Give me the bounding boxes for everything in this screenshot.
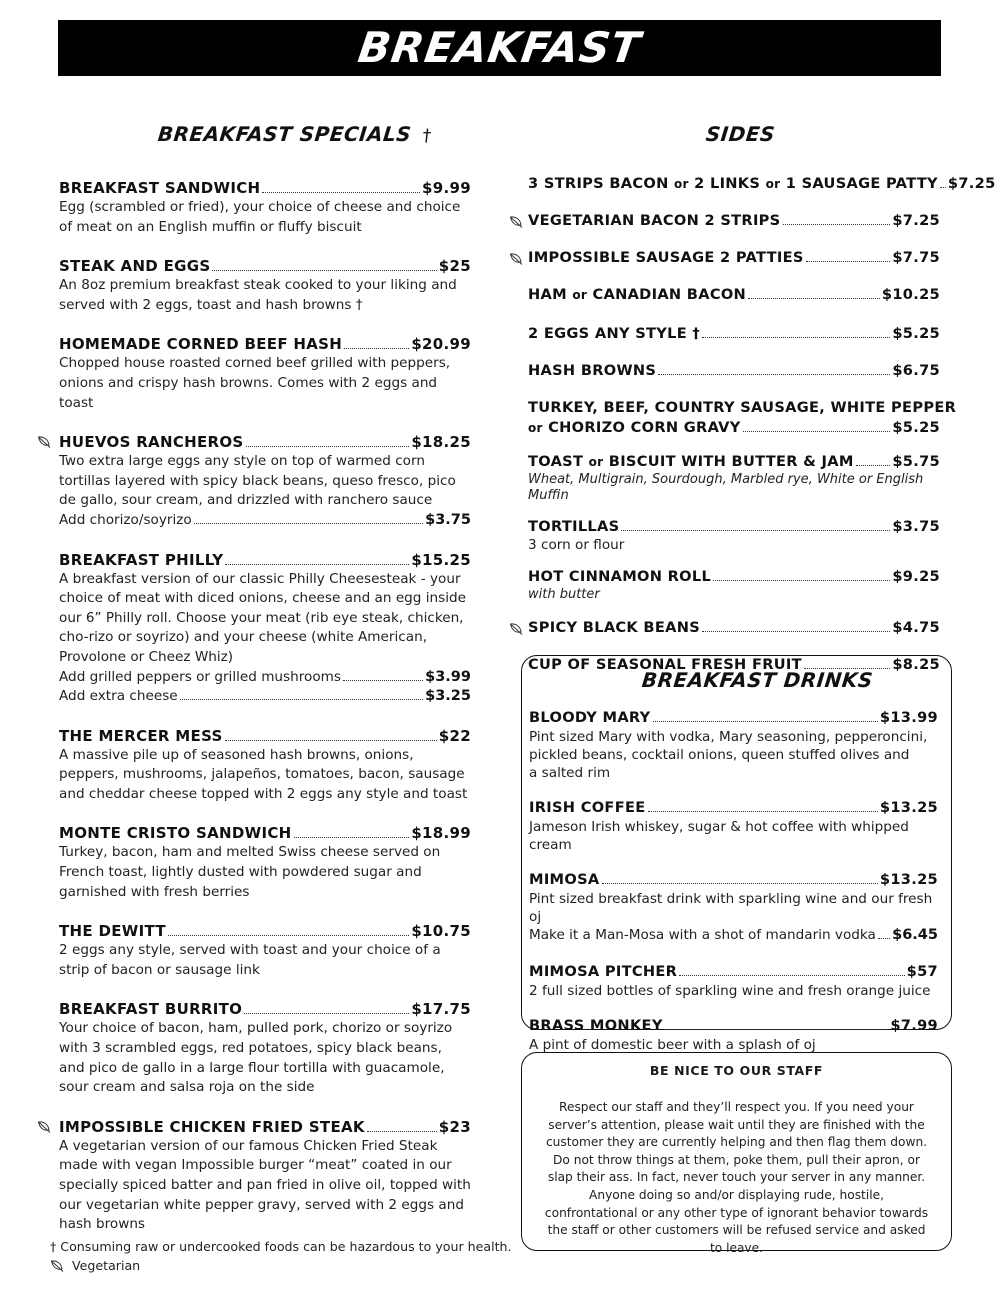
side-name-part: 2 LINKS bbox=[688, 175, 766, 192]
side-name-part: TOAST bbox=[528, 453, 589, 470]
staff-notice-text: Respect our staff and they’ll respect you. If you need your server’s attention, please wait until they are finished with the customer they are currently helping and then flag them down. Do not throw things at them, poke them, pull their apron, or slap their ass. In fact, never touch your server in any manner. Anyone doing so and/or displaying rude, hostile, confrontational or any other type of ignorant behavior towards the staff or other customers will be refused service and asked to leave. bbox=[544, 1100, 929, 1255]
special-name-line bbox=[59, 256, 471, 276]
special-name-line bbox=[59, 334, 471, 354]
special-item bbox=[59, 256, 471, 315]
side-name-part: or bbox=[588, 455, 604, 469]
special-item bbox=[59, 550, 471, 707]
specials-heading bbox=[157, 122, 433, 146]
side-price: $4.75 bbox=[892, 619, 940, 636]
drinks-heading: BREAKFAST DRINKS bbox=[640, 668, 875, 692]
side-name bbox=[528, 324, 700, 344]
dot-leader bbox=[602, 883, 878, 884]
special-price: $23 bbox=[438, 1117, 471, 1136]
side-name-part: HOT CINNAMON ROLL bbox=[528, 568, 712, 585]
dot-leader bbox=[702, 631, 890, 632]
drink-name: IRISH COFFEE bbox=[529, 799, 646, 816]
side-price: $9.25 bbox=[892, 568, 940, 585]
leaf-icon bbox=[37, 1120, 51, 1134]
side-name-line-1 bbox=[528, 398, 957, 418]
side-name bbox=[528, 361, 656, 381]
drink-price: $7.99 bbox=[890, 1016, 938, 1034]
side-name-line bbox=[528, 174, 996, 194]
drink-price: $13.25 bbox=[879, 799, 938, 816]
drink-price: $13.25 bbox=[879, 871, 938, 888]
side-name-part: SPICY BLACK BEANS bbox=[528, 619, 701, 636]
special-name-line bbox=[59, 432, 471, 452]
drink-item bbox=[529, 708, 938, 782]
side-item bbox=[528, 517, 940, 554]
dot-leader bbox=[648, 811, 878, 812]
drink-description: pickled beans, cocktail onions, queen stuffed olives and bbox=[529, 747, 910, 763]
dot-leader bbox=[367, 1131, 437, 1132]
special-name-line bbox=[59, 999, 471, 1019]
side-note: with butter bbox=[528, 587, 600, 602]
side-name-part: HAM bbox=[528, 286, 573, 303]
dot-leader bbox=[225, 740, 437, 741]
special-price: $9.99 bbox=[422, 179, 471, 197]
special-name-line bbox=[59, 178, 471, 198]
side-note: 3 corn or flour bbox=[528, 537, 625, 553]
side-item bbox=[528, 248, 940, 268]
side-name-line bbox=[528, 248, 940, 268]
drink-name: BRASS MONKEY bbox=[529, 1016, 663, 1034]
special-description: A breakfast version of our classic Philly Cheesesteak - your choice of meat with diced onions, cheese and an egg inside our 6” Philly roll. Choose your meat (rib eye steak, chicken, cho-rizo or soyrizo) and your cheese (white American, Provolone or Cheez Whiz) bbox=[59, 570, 467, 665]
side-item bbox=[528, 452, 940, 504]
side-item bbox=[528, 324, 940, 344]
special-description: Egg (scrambled or fried), your choice of cheese and choice of meat on an English muffin or fluffy biscuit bbox=[59, 199, 461, 235]
side-name-part: or bbox=[528, 421, 543, 435]
special-item bbox=[59, 178, 471, 237]
dot-leader bbox=[194, 523, 423, 524]
side-price: $5.25 bbox=[892, 325, 940, 342]
drink-description: Pint sized Mary with vodka, Mary seasoning, pepperoncini, bbox=[529, 729, 928, 745]
addon-label: Add chorizo/soyrizo bbox=[59, 511, 192, 528]
side-price: $3.75 bbox=[892, 518, 940, 535]
side-name-line bbox=[528, 324, 940, 344]
special-name: BREAKFAST BURRITO bbox=[59, 1000, 243, 1019]
side-name bbox=[528, 517, 619, 537]
drink-description: 2 full sized bottles of sparkling wine and fresh orange juice bbox=[529, 982, 931, 999]
special-price: $22 bbox=[438, 726, 471, 745]
special-name: STEAK AND EGGS bbox=[59, 257, 211, 276]
side-name-line bbox=[528, 618, 940, 638]
side-name-line bbox=[528, 285, 940, 305]
special-name-line bbox=[59, 823, 471, 843]
dot-leader bbox=[344, 348, 409, 349]
addon-price: $3.75 bbox=[425, 511, 471, 528]
side-name bbox=[528, 248, 804, 268]
dot-leader bbox=[244, 1013, 409, 1014]
side-name-part: CHORIZO CORN GRAVY bbox=[542, 419, 741, 436]
drink-description: Jameson Irish whiskey, sugar & hot coffee with whipped cream bbox=[529, 819, 909, 853]
side-name-part: or bbox=[572, 288, 588, 302]
special-price: $15.25 bbox=[411, 550, 471, 569]
drink-item bbox=[529, 962, 938, 1000]
side-name-part: or bbox=[673, 177, 689, 191]
side-item bbox=[528, 285, 940, 305]
side-note: Wheat, Multigrain, Sourdough, Marbled rye, White or English Muffin bbox=[528, 472, 924, 503]
drink-item bbox=[529, 1016, 938, 1054]
special-name-line bbox=[59, 1117, 471, 1137]
dot-leader bbox=[212, 270, 436, 271]
specials-heading-mark: † bbox=[421, 126, 433, 146]
special-addon bbox=[59, 668, 471, 688]
staff-notice-title: BE NICE TO OUR STAFF bbox=[649, 1063, 824, 1078]
special-item bbox=[59, 1117, 471, 1235]
drinks-list bbox=[529, 708, 938, 1070]
side-name-part: or bbox=[765, 177, 781, 191]
side-price: $5.25 bbox=[892, 419, 940, 436]
drinks-box bbox=[521, 655, 952, 1053]
special-name-line bbox=[59, 550, 471, 570]
dot-leader bbox=[748, 298, 880, 299]
drink-item bbox=[529, 870, 938, 946]
drink-name: MIMOSA bbox=[529, 871, 600, 888]
dot-leader bbox=[658, 374, 890, 375]
side-name-line bbox=[528, 211, 940, 231]
dot-leader bbox=[246, 446, 410, 447]
drink-price: $13.99 bbox=[879, 709, 938, 726]
side-name bbox=[528, 618, 700, 638]
dot-leader bbox=[806, 261, 891, 262]
dot-leader bbox=[343, 680, 423, 681]
side-name bbox=[528, 452, 854, 472]
side-price: $5.75 bbox=[892, 453, 940, 470]
side-name bbox=[528, 567, 711, 587]
page-title: BREAKFAST bbox=[355, 23, 644, 72]
dot-leader bbox=[653, 721, 878, 722]
drink-name-line bbox=[529, 708, 938, 728]
special-description: 2 eggs any style, served with toast and your choice of a strip of bacon or sausage link bbox=[59, 942, 441, 978]
leaf-icon bbox=[50, 1259, 64, 1273]
special-name-line bbox=[59, 921, 471, 941]
special-price: $10.75 bbox=[411, 922, 471, 941]
sides-heading: SIDES bbox=[704, 122, 777, 146]
dot-leader bbox=[679, 975, 904, 976]
side-name bbox=[528, 418, 741, 438]
special-name: BREAKFAST SANDWICH bbox=[59, 179, 261, 197]
leaf-icon bbox=[509, 252, 523, 266]
special-item bbox=[59, 999, 471, 1097]
dot-leader bbox=[180, 699, 423, 700]
side-item bbox=[528, 174, 996, 194]
side-item bbox=[528, 211, 940, 231]
side-name-part: BISCUIT WITH BUTTER & JAM bbox=[603, 453, 854, 470]
side-name bbox=[528, 211, 781, 231]
drink-name: MIMOSA PITCHER bbox=[529, 962, 678, 980]
dot-leader bbox=[940, 187, 946, 188]
special-price: $20.99 bbox=[411, 335, 471, 354]
side-name-part: IMPOSSIBLE SAUSAGE 2 PATTIES bbox=[528, 249, 804, 266]
dot-leader bbox=[743, 431, 891, 432]
side-item bbox=[528, 567, 940, 603]
drink-name-line bbox=[529, 962, 938, 982]
special-addon bbox=[59, 687, 471, 707]
dot-leader bbox=[168, 935, 409, 936]
special-description: A massive pile up of seasoned hash browns, onions, peppers, mushrooms, jalapeños, tomatoes, bacon, sausage and cheddar cheese topped with 2 eggs any style and toast bbox=[59, 746, 468, 802]
special-item bbox=[59, 921, 471, 980]
special-name: MONTE CRISTO SANDWICH bbox=[59, 824, 292, 843]
side-item bbox=[528, 361, 940, 381]
side-price: $8.25 bbox=[892, 656, 940, 673]
sides-list bbox=[528, 174, 996, 675]
special-price: $25 bbox=[438, 257, 471, 276]
side-name: TURKEY, BEEF, COUNTRY SAUSAGE, WHITE PEPPER bbox=[528, 399, 957, 416]
side-item bbox=[528, 398, 957, 438]
special-name-line bbox=[59, 726, 471, 746]
side-price: $7.25 bbox=[947, 175, 996, 192]
special-description: Turkey, bacon, ham and melted Swiss cheese served on French toast, lightly dusted with powdered sugar and garnished with fresh berries bbox=[59, 844, 441, 900]
dot-leader bbox=[702, 337, 890, 338]
side-name-part: 1 SAUSAGE PATTY bbox=[780, 175, 938, 192]
special-description: Chopped house roasted corned beef grilled with peppers, onions and crispy hash browns. Comes with 2 eggs and toast bbox=[59, 355, 451, 411]
side-price: $10.25 bbox=[881, 286, 940, 303]
special-price: $17.75 bbox=[411, 1000, 471, 1019]
side-name-part: 3 STRIPS BACON bbox=[528, 175, 674, 192]
addon-label: Add grilled peppers or grilled mushrooms bbox=[59, 668, 341, 685]
special-name: BREAKFAST PHILLY bbox=[59, 550, 224, 569]
dot-leader bbox=[225, 564, 409, 565]
special-item bbox=[59, 432, 471, 530]
side-name-line bbox=[528, 418, 940, 438]
side-name-line bbox=[528, 361, 940, 381]
side-name-part: CANADIAN BACON bbox=[587, 286, 747, 303]
special-addon bbox=[59, 511, 471, 531]
specials-heading-text: BREAKFAST SPECIALS bbox=[156, 122, 413, 146]
dot-leader bbox=[856, 465, 891, 466]
special-description: An 8oz premium breakfast steak cooked to your liking and served with 2 eggs, toast and hash browns † bbox=[59, 277, 457, 313]
side-price: $7.75 bbox=[892, 249, 940, 266]
staff-notice-box bbox=[521, 1052, 952, 1255]
drink-description: a salted rim bbox=[529, 765, 611, 781]
drink-description: Pint sized breakfast drink with sparkling wine and our fresh oj bbox=[529, 891, 933, 925]
vegetarian-footnote bbox=[50, 1258, 140, 1273]
side-name-part: 2 EGGS ANY STYLE † bbox=[528, 325, 700, 342]
side-price: $6.75 bbox=[892, 362, 940, 379]
special-description: Your choice of bacon, ham, pulled pork, chorizo or soyrizo with 3 scrambled eggs, red potatoes, spicy black beans, and pico de gallo in a large flour tortilla with guacamole, sour cream and salsa roja on the side bbox=[59, 1020, 453, 1096]
special-name: IMPOSSIBLE CHICKEN FRIED STEAK bbox=[59, 1117, 365, 1136]
side-name-line bbox=[528, 452, 940, 472]
drink-name-line bbox=[529, 870, 938, 890]
vegetarian-label: Vegetarian bbox=[72, 1258, 141, 1273]
dot-leader bbox=[621, 530, 890, 531]
leaf-icon bbox=[509, 215, 523, 229]
leaf-icon bbox=[509, 622, 523, 636]
side-name-part: TORTILLAS bbox=[528, 518, 620, 535]
dot-leader bbox=[878, 938, 890, 939]
drink-name-line bbox=[529, 798, 938, 818]
special-item bbox=[59, 334, 471, 413]
dot-leader bbox=[783, 224, 891, 225]
special-description: A vegetarian version of our famous Chicken Fried Steak made with vegan Impossible burger “meat” coated in our specially spiced batter and pan fried in olive oil, topped with our vegetarian white pepper gravy, served with 2 eggs and hash browns bbox=[59, 1137, 471, 1233]
side-name-line bbox=[528, 517, 940, 537]
drink-name: BLOODY MARY bbox=[529, 709, 651, 726]
side-name-part: HASH BROWNS bbox=[528, 362, 657, 379]
special-price: $18.25 bbox=[411, 433, 471, 452]
raw-food-footnote bbox=[50, 1239, 512, 1254]
special-item bbox=[59, 823, 471, 902]
side-name bbox=[528, 285, 746, 305]
dot-leader bbox=[713, 580, 890, 581]
addon-price: $3.99 bbox=[425, 668, 471, 685]
drink-name-line bbox=[529, 1016, 938, 1036]
special-name: HUEVOS RANCHEROS bbox=[59, 433, 244, 452]
special-item bbox=[59, 726, 471, 805]
side-price: $7.25 bbox=[892, 212, 940, 229]
addon-label: Make it a Man-Mosa with a shot of mandarin vodka bbox=[529, 927, 876, 943]
title-banner bbox=[58, 20, 941, 76]
side-name-line bbox=[528, 567, 940, 587]
addon-label: Add extra cheese bbox=[59, 688, 178, 705]
side-name bbox=[528, 174, 938, 194]
addon-price: $3.25 bbox=[425, 688, 471, 705]
dot-leader bbox=[665, 1029, 889, 1030]
drink-addon bbox=[529, 926, 938, 946]
special-description: Two extra large eggs any style on top of warmed corn tortillas layered with spicy black beans, queso fresco, pico de gallo, sour cream, and drizzled with ranchero sauce bbox=[59, 453, 456, 509]
special-name: THE MERCER MESS bbox=[59, 726, 223, 745]
leaf-icon bbox=[37, 435, 51, 449]
side-name-part: CUP OF SEASONAL FRESH FRUIT bbox=[528, 656, 802, 673]
side-item bbox=[528, 618, 940, 638]
special-price: $18.99 bbox=[411, 824, 471, 843]
drink-price: $57 bbox=[906, 962, 938, 980]
special-name: THE DEWITT bbox=[59, 922, 166, 941]
drink-description: A pint of domestic beer with a splash of oj bbox=[529, 1036, 816, 1053]
side-name-part: VEGETARIAN BACON 2 STRIPS bbox=[528, 212, 781, 229]
addon-price: $6.45 bbox=[892, 927, 938, 943]
raw-food-warning: † Consuming raw or undercooked foods can be hazardous to your health. bbox=[50, 1239, 512, 1254]
special-name: HOMEMADE CORNED BEEF HASH bbox=[59, 335, 343, 354]
drink-item bbox=[529, 798, 938, 854]
specials-list bbox=[59, 178, 471, 1254]
dot-leader bbox=[294, 837, 410, 838]
dot-leader bbox=[262, 192, 420, 193]
